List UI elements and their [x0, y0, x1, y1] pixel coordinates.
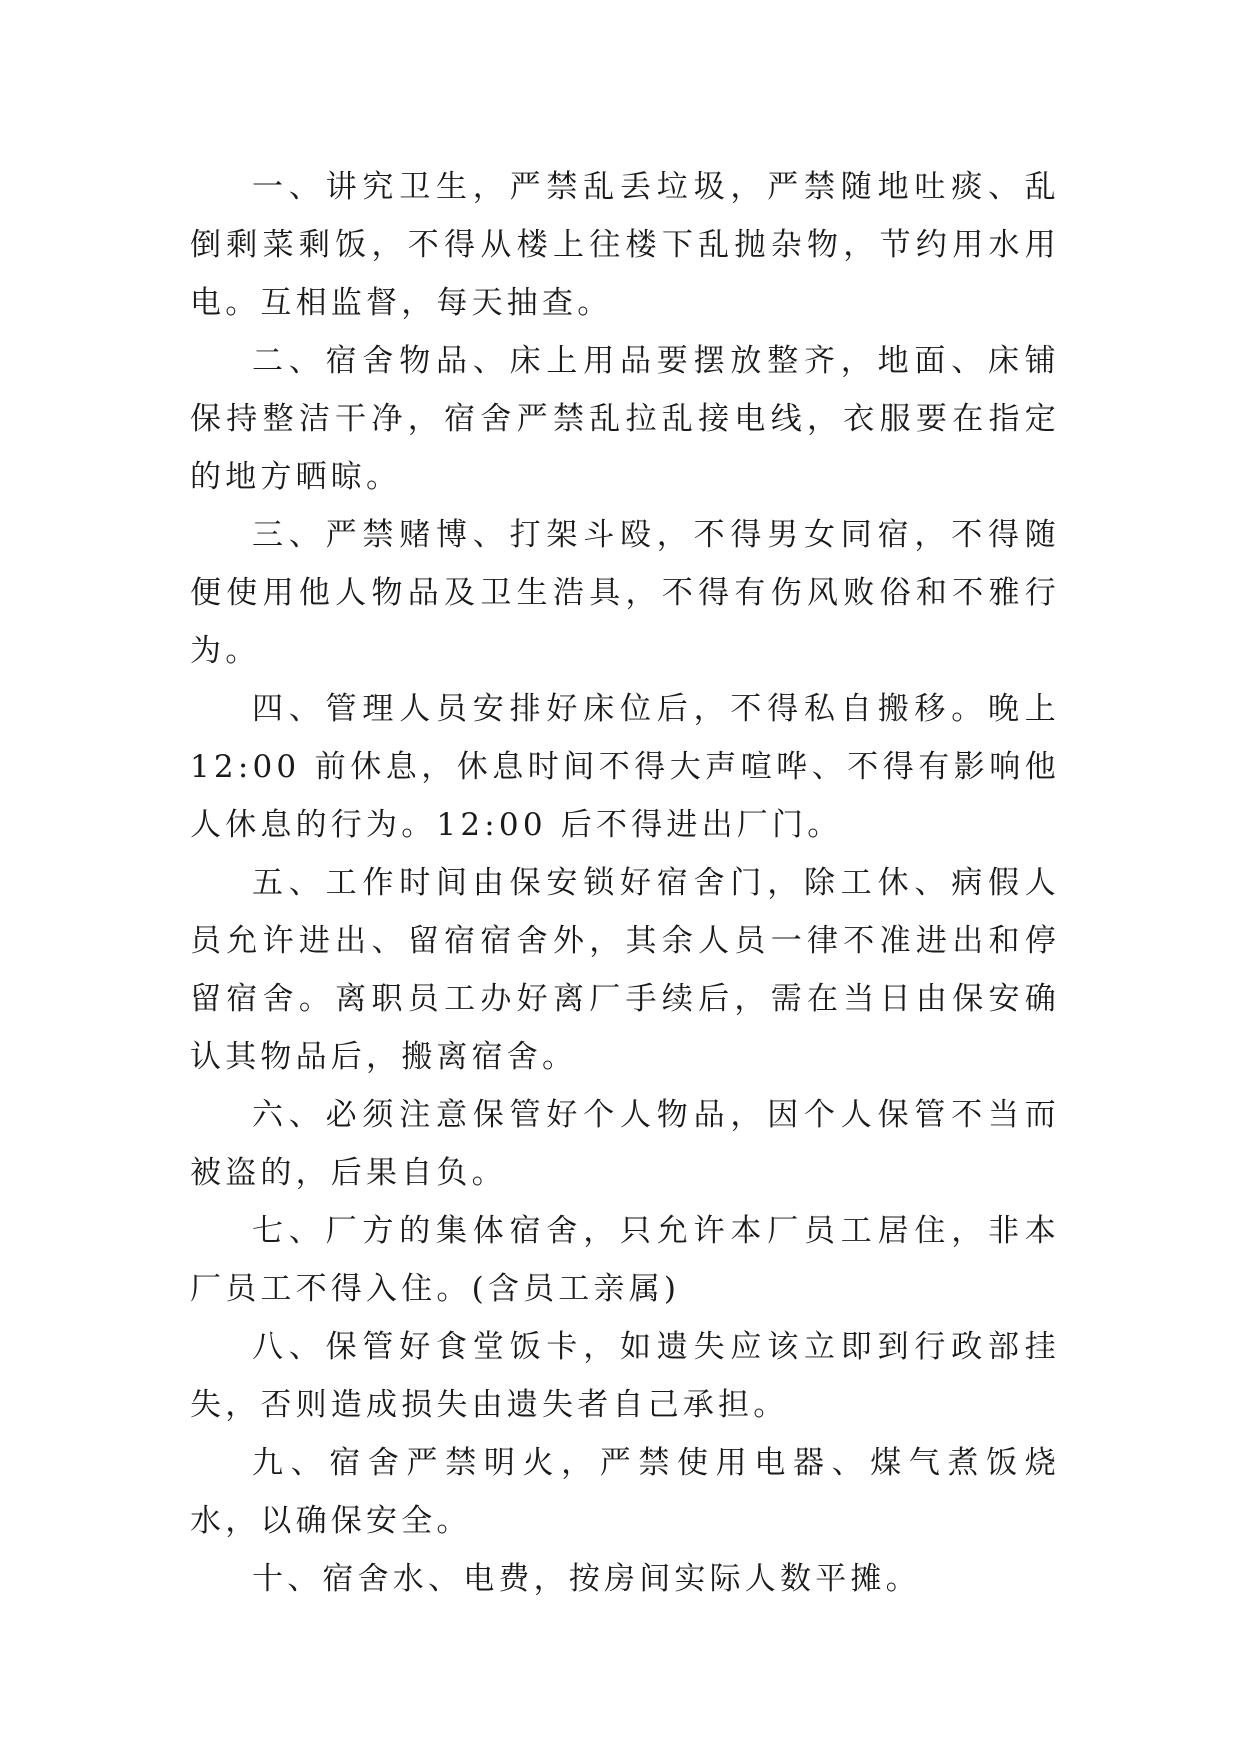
- rule-paragraph-6: 六、必须注意保管好个人物品，因个人保管不当而被盗的，后果自负。: [190, 1097, 1060, 1191]
- rules-body: [190, 158, 1060, 1608]
- rule-paragraph-8: 八、保管好食堂饭卡，如遗失应该立即到行政部挂失，否则造成损失由遗失者自己承担。: [190, 1329, 1060, 1423]
- rule-paragraph-3: 三、严禁赌博、打架斗殴，不得男女同宿，不得随便使用他人物品及卫生浩具，不得有伤风败俗和不雅行为。: [190, 517, 1060, 669]
- rule-paragraph-10: 十、宿舍水、电费，按房间实际人数平摊。: [252, 1561, 921, 1597]
- rule-paragraph-7: 七、厂方的集体宿舍，只允许本厂员工居住，非本厂员工不得入住。(含员工亲属): [190, 1213, 1060, 1307]
- rule-paragraph-4: 四、管理人员安排好床位后，不得私自搬移。晚上 12:00 前休息，休息时间不得大声喧哗、不得有影响他人休息的行为。12:00 后不得进出厂门。: [190, 691, 1060, 843]
- rule-paragraph-2: 二、宿舍物品、床上用品要摆放整齐，地面、床铺保持整洁干净，宿舍严禁乱拉乱接电线，衣服要在指定的地方晒晾。: [190, 343, 1060, 495]
- rule-paragraph-1: 一、讲究卫生，严禁乱丢垃圾，严禁随地吐痰、乱倒剩菜剩饭，不得从楼上往楼下乱抛杂物，节约用水用电。互相监督，每天抽查。: [190, 169, 1060, 321]
- rule-paragraph-9: 九、宿舍严禁明火，严禁使用电器、煤气煮饭烧水，以确保安全。: [190, 1445, 1060, 1539]
- rule-paragraph-5: 五、工作时间由保安锁好宿舍门，除工休、病假人员允许进出、留宿宿舍外，其余人员一律不准进出和停留宿舍。离职员工办好离厂手续后，需在当日由保安确认其物品后，搬离宿舍。: [190, 865, 1060, 1075]
